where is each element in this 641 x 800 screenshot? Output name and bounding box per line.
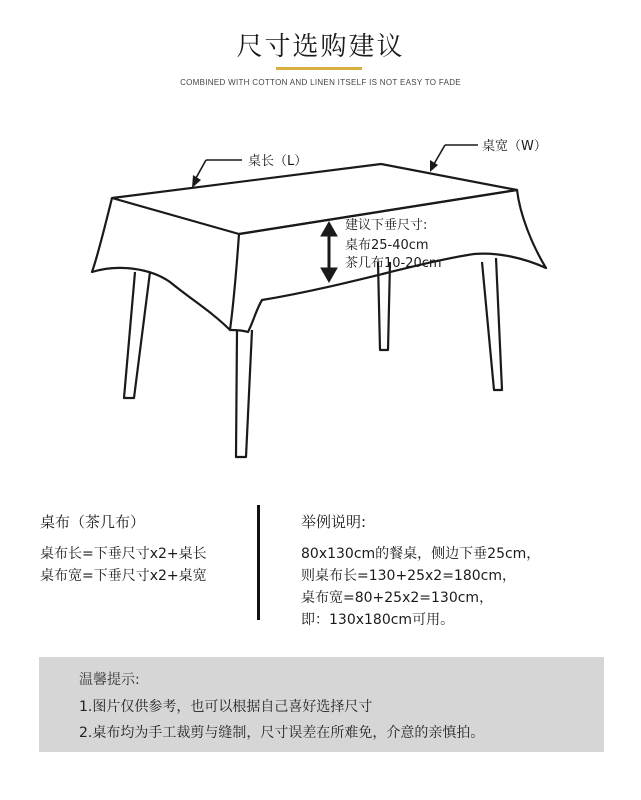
formula-width: 桌布宽=下垂尺寸x2+桌宽 xyxy=(40,568,207,584)
title-underline xyxy=(276,67,362,70)
example-heading: 举例说明: xyxy=(301,513,367,531)
section-divider xyxy=(257,505,260,620)
page-subtitle: COMBINED WITH COTTON AND LINEN ITSELF IS NOT EASY TO FADE xyxy=(180,78,461,87)
tips-heading: 温馨提示: xyxy=(79,672,140,688)
example-line: 80x130cm的餐桌，侧边下垂25cm， xyxy=(301,546,541,562)
example-line: 桌布宽=80+25x2=130cm， xyxy=(301,590,494,606)
tips-item: 1.图片仅供参考，也可以根据自己喜好选择尺寸 xyxy=(79,699,373,715)
formula-length: 桌布长=下垂尺寸x2+桌长 xyxy=(40,546,207,562)
drop-title: 建议下垂尺寸: xyxy=(345,218,428,233)
table-illustration xyxy=(0,100,641,470)
page-title: 尺寸选购建议 xyxy=(236,32,405,62)
example-line: 即：130x180cm可用。 xyxy=(301,612,455,628)
table-width-label: 桌宽（W） xyxy=(482,139,547,154)
tips-item: 2.桌布均为手工裁剪与缝制，尺寸误差在所难免，介意的亲慎拍。 xyxy=(79,725,485,741)
example-line: 则桌布长=130+25x2=180cm， xyxy=(301,568,516,584)
tips-box xyxy=(39,657,604,752)
drop-tablecloth: 桌布25-40cm xyxy=(345,238,429,253)
table-length-label: 桌长（L） xyxy=(248,154,308,169)
formula-heading: 桌布（茶几布） xyxy=(40,513,146,531)
drop-tea-table: 茶几布10-20cm xyxy=(345,256,442,271)
